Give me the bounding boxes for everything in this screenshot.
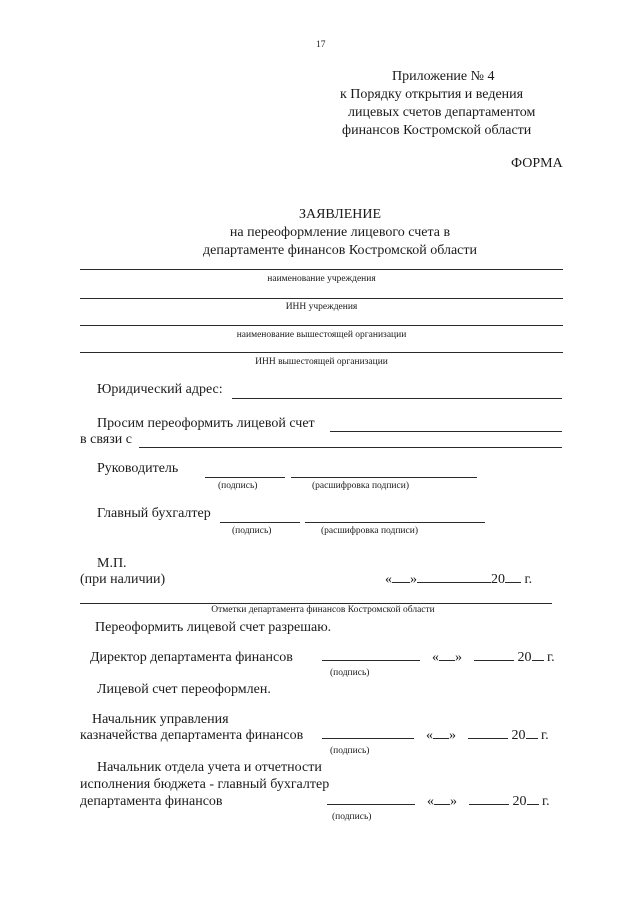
treasury-label-1: Начальник управления — [92, 712, 229, 727]
chief-signature-line — [220, 522, 300, 523]
institution-name-caption: наименование учреждения — [267, 274, 376, 284]
legal-address-label: Юридический адрес: — [97, 382, 223, 397]
director-sign-date: « » 20 г. — [322, 650, 555, 666]
chief-decode-line — [305, 522, 485, 523]
appendix-line-2: к Порядку открытия и ведения — [340, 87, 524, 102]
treasury-sign-date: « » 20 г. — [322, 728, 549, 744]
head-signature-caption: (подпись) — [218, 481, 258, 491]
form-label: ФОРМА — [511, 156, 563, 171]
title-heading: ЗАЯВЛЕНИЕ — [298, 207, 382, 222]
legal-address-line — [232, 398, 562, 399]
stamp-if-present: (при наличии) — [80, 572, 166, 587]
request-line — [330, 431, 562, 432]
director-label: Директор департамента финансов — [90, 650, 293, 665]
institution-name-line — [80, 269, 563, 270]
stamp-mp: М.П. — [97, 556, 127, 571]
appendix-line-1: Приложение № 4 — [392, 69, 495, 84]
head-decode-line — [291, 477, 477, 478]
appendix-line-3: лицевых счетов департаментом — [348, 105, 536, 120]
title-sub-2: департаменте финансов Костромской области — [202, 243, 478, 258]
chief-signature-caption: (подпись) — [232, 526, 272, 536]
reason-line — [139, 447, 562, 448]
marks-separator — [80, 603, 552, 604]
date-quote-close: » — [410, 572, 417, 587]
accounting-label-1: Начальник отдела учета и отчетности — [97, 760, 322, 775]
date-year-suffix: г. — [524, 572, 533, 587]
parent-inn-line — [80, 352, 563, 353]
appendix-block — [340, 68, 536, 140]
reason-label: в связи с — [80, 432, 132, 447]
institution-inn-caption: ИНН учреждения — [285, 302, 358, 312]
head-decode-caption: (расшифровка подписи) — [312, 481, 409, 491]
treasury-signature-caption: (подпись) — [330, 746, 370, 756]
marks-done: Лицевой счет переоформлен. — [97, 682, 271, 697]
parent-name-caption: наименование вышестоящей организации — [236, 330, 407, 340]
title-sub-1: на переоформление лицевого счета в — [229, 225, 451, 240]
document-title — [150, 206, 530, 260]
accounting-sign-date: « » 20 г. — [327, 794, 550, 810]
date-year: 20 — [491, 572, 505, 587]
parent-name-line — [80, 325, 563, 326]
request-label: Просим переоформить лицевой счет — [97, 416, 315, 431]
head-label: Руководитель — [97, 461, 179, 476]
marks-header: Отметки департамента финансов Костромской области — [211, 605, 435, 615]
page-number: 17 — [316, 40, 326, 50]
head-signature-line — [205, 477, 285, 478]
treasury-label-2: казначейства департамента финансов — [80, 728, 304, 743]
accounting-signature-caption: (подпись) — [332, 812, 372, 822]
director-signature-caption: (подпись) — [330, 668, 370, 678]
appendix-line-4: финансов Костромской области — [342, 123, 532, 138]
application-date — [385, 572, 532, 588]
parent-inn-caption: ИНН вышестоящей организации — [255, 357, 388, 367]
accounting-label-3: департамента финансов — [80, 794, 223, 809]
accounting-label-2: исполнения бюджета - главный бухгалтер — [80, 777, 330, 792]
institution-inn-line — [80, 298, 563, 299]
chief-accountant-label: Главный бухгалтер — [97, 506, 211, 521]
chief-decode-caption: (расшифровка подписи) — [321, 526, 418, 536]
date-quote-open: « — [385, 572, 392, 587]
marks-allow: Переоформить лицевой счет разрешаю. — [95, 620, 332, 635]
